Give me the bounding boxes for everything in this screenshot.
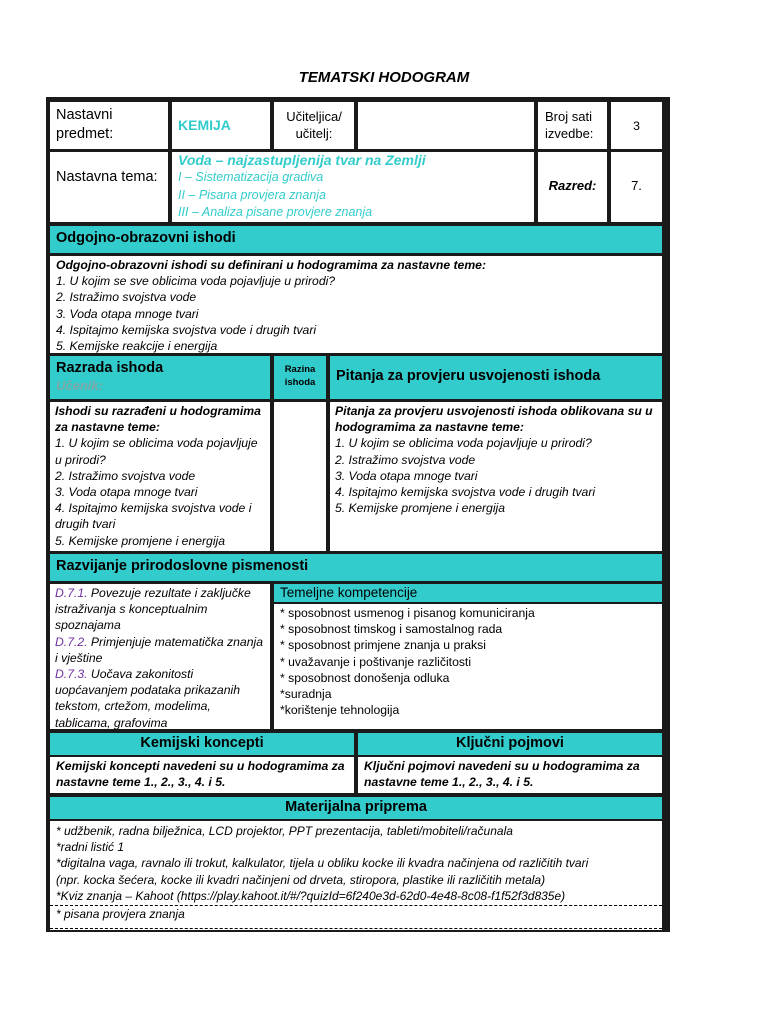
literacy-text: Povezuje rezultate i zaključke istraživanja s konceptualnim spoznajama: [55, 586, 251, 633]
literacy-text: Primjenjuje matematička znanja i vještine: [55, 634, 263, 665]
competence-item: *korištenje tehnologija: [280, 703, 400, 718]
breakdown-left-item: 1. U kojim se oblicima voda pojavljuje u prirodi?: [55, 436, 258, 467]
student-label: Učenik:: [56, 378, 103, 393]
hodogram-table: [46, 97, 670, 932]
material-line: *Kviz znanja – Kahoot (https://play.kahoot.it/#/?quizId=6f240e3d-62d0-4e48-8c08-f1f52f3d835e): [56, 888, 566, 903]
breakdown-right-item: 4. Ispitajmo kemijska svojstva vode i drugih tvari: [335, 485, 596, 500]
outcome-item: 5. Kemijske reakcije i energija: [56, 339, 218, 354]
competence-item: * uvažavanje i poštivanje različitosti: [280, 654, 472, 669]
concepts-heading: Kemijski koncepti: [50, 733, 354, 755]
level-heading-cell: [274, 356, 326, 399]
materials-heading: Materijalna priprema: [50, 797, 662, 819]
topic-line-1: I – Sistematizacija gradiva: [178, 170, 324, 184]
material-line: *radni listić 1: [56, 840, 125, 855]
outcome-item: 2. Istražimo svojstva vode: [56, 290, 197, 305]
materials-cell: [50, 821, 662, 930]
concepts-cell: [50, 757, 354, 793]
hours-value: 3: [633, 119, 640, 133]
subject-label: Nastavni predmet:: [56, 107, 114, 142]
concepts-text: Kemijski koncepti navedeni su u hodogramima za nastavne teme 1., 2., 3., 4. i 5.: [56, 759, 345, 790]
subject-label-cell: [50, 102, 168, 149]
breakdown-heading: Razrada ishoda: [56, 360, 164, 376]
literacy-code: D.7.3.: [55, 667, 88, 682]
breakdown-left-item: 5. Kemijske promjene i energija: [55, 533, 226, 548]
level-body-cell: [274, 402, 326, 551]
outcomes-body: [50, 256, 662, 353]
breakdown-left-item: 3. Voda otapa mnoge tvari: [55, 485, 198, 500]
grade-value: 7.: [631, 178, 642, 193]
literacy-code: D.7.2.: [55, 634, 88, 649]
breakdown-heading-cell: [50, 356, 270, 399]
hours-label-cell: [538, 102, 607, 149]
questions-heading-cell: [330, 356, 662, 399]
hours-value-cell: [611, 102, 662, 149]
breakdown-right-cell: [330, 402, 662, 551]
literacy-heading: Razvijanje prirodoslovne pismenosti: [50, 554, 662, 581]
competence-item: *suradnja: [280, 687, 332, 702]
material-line: * pisana provjera znanja: [56, 907, 185, 922]
page-title: TEMATSKI HODOGRAM: [298, 69, 470, 86]
competence-item: * sposobnost donošenja odluka: [280, 670, 450, 685]
outcome-item: 1. U kojim se sve oblicima voda pojavljuje u prirodi?: [56, 274, 336, 289]
grade-label-cell: [538, 152, 607, 222]
outcome-item: 4. Ispitajmo kemijska svojstva vode i drugih tvari: [56, 322, 317, 337]
hours-label: Broj sati izvedbe:: [545, 109, 594, 141]
key-terms-text: Ključni pojmovi navedeni su u hodogramima za nastavne teme 1., 2., 3., 4. i 5.: [364, 759, 640, 790]
material-divider: [50, 905, 662, 922]
breakdown-right-item: 5. Kemijske promjene i energija: [335, 501, 506, 516]
material-line: * udžbenik, radna bilježnica, LCD projektor, PPT prezentacija, tableti/mobiteli/računala: [56, 824, 513, 838]
subject-value: KEMIJA: [178, 117, 231, 133]
breakdown-right-item: 3. Voda otapa mnoge tvari: [335, 468, 478, 483]
competence-item: * sposobnost usmenog i pisanog komuniciranja: [280, 606, 535, 620]
competence-item: * sposobnost primjene znanja u praksi: [280, 638, 486, 653]
topic-line-2: II – Pisana provjera znanja: [178, 187, 327, 202]
literacy-item: [55, 634, 265, 666]
key-terms-cell: [358, 757, 662, 793]
teacher-label-cell: [274, 102, 354, 149]
material-bottom-divider: [50, 928, 662, 929]
material-line: (npr. kocka šećera, kocke ili kvadri načinjeni od drveta, stiropora, plastike ili različitih metala): [56, 872, 546, 887]
literacy-left-cell: [50, 584, 270, 729]
competences-heading: Temeljne kompetencije: [274, 584, 662, 602]
breakdown-right-intro: Pitanja za provjeru usvojenosti ishoda oblikovana su u hodogramima za nastavne teme:: [335, 404, 653, 435]
outcomes-intro: Odgojno-obrazovni ishodi su definirani u hodogramima za nastavne teme:: [56, 258, 486, 272]
breakdown-right-item: 2. Istražimo svojstva vode: [335, 452, 476, 467]
literacy-item: [55, 666, 265, 731]
literacy-item: [55, 585, 265, 634]
topic-title: Voda – najzastupljenija tvar na Zemlji: [178, 152, 426, 168]
breakdown-left-item: 2. Istražimo svojstva vode: [55, 468, 196, 483]
level-heading: Razina ishoda: [284, 364, 316, 388]
topic-label-cell: [50, 152, 168, 222]
topic-line-3: III – Analiza pisane provjere znanja: [178, 205, 373, 219]
breakdown-left-cell: [50, 402, 270, 551]
breakdown-left-intro: Ishodi su razrađeni u hodogramima za nastavne teme:: [55, 404, 261, 435]
competences-cell: [274, 604, 662, 729]
literacy-code: D.7.1.: [55, 586, 88, 600]
breakdown-right-item: 1. U kojim se oblicima voda pojavljuje u prirodi?: [335, 436, 592, 451]
competence-item: * sposobnost timskog i samostalnog rada: [280, 622, 503, 637]
questions-heading: Pitanja za provjeru usvojenosti ishoda: [336, 368, 601, 384]
key-terms-heading: Ključni pojmovi: [358, 733, 662, 755]
teacher-value-cell: [358, 102, 534, 149]
grade-label: Razred:: [548, 178, 597, 193]
outcome-item: 3. Voda otapa mnoge tvari: [56, 306, 199, 321]
outcomes-heading: Odgojno-obrazovni ishodi: [50, 226, 662, 253]
teacher-label: Učiteljica/ učitelj:: [286, 109, 342, 141]
literacy-text: Uočava zakonitosti uopćavanjem podataka prikazanih tekstom, crtežom, modelima, tablicama, grafovima: [55, 667, 240, 730]
breakdown-left-item: 4. Ispitajmo kemijska svojstva vode i drugih tvari: [55, 501, 252, 532]
topic-value-cell: [172, 152, 534, 222]
subject-value-cell: [172, 102, 270, 149]
grade-value-cell: [611, 152, 662, 222]
material-line: *digitalna vaga, ravnalo ili trokut, kalkulator, tijela u obliku kocke ili kvadra načinjena od različitih tvari: [56, 856, 589, 871]
topic-label: Nastavna tema:: [56, 169, 158, 185]
